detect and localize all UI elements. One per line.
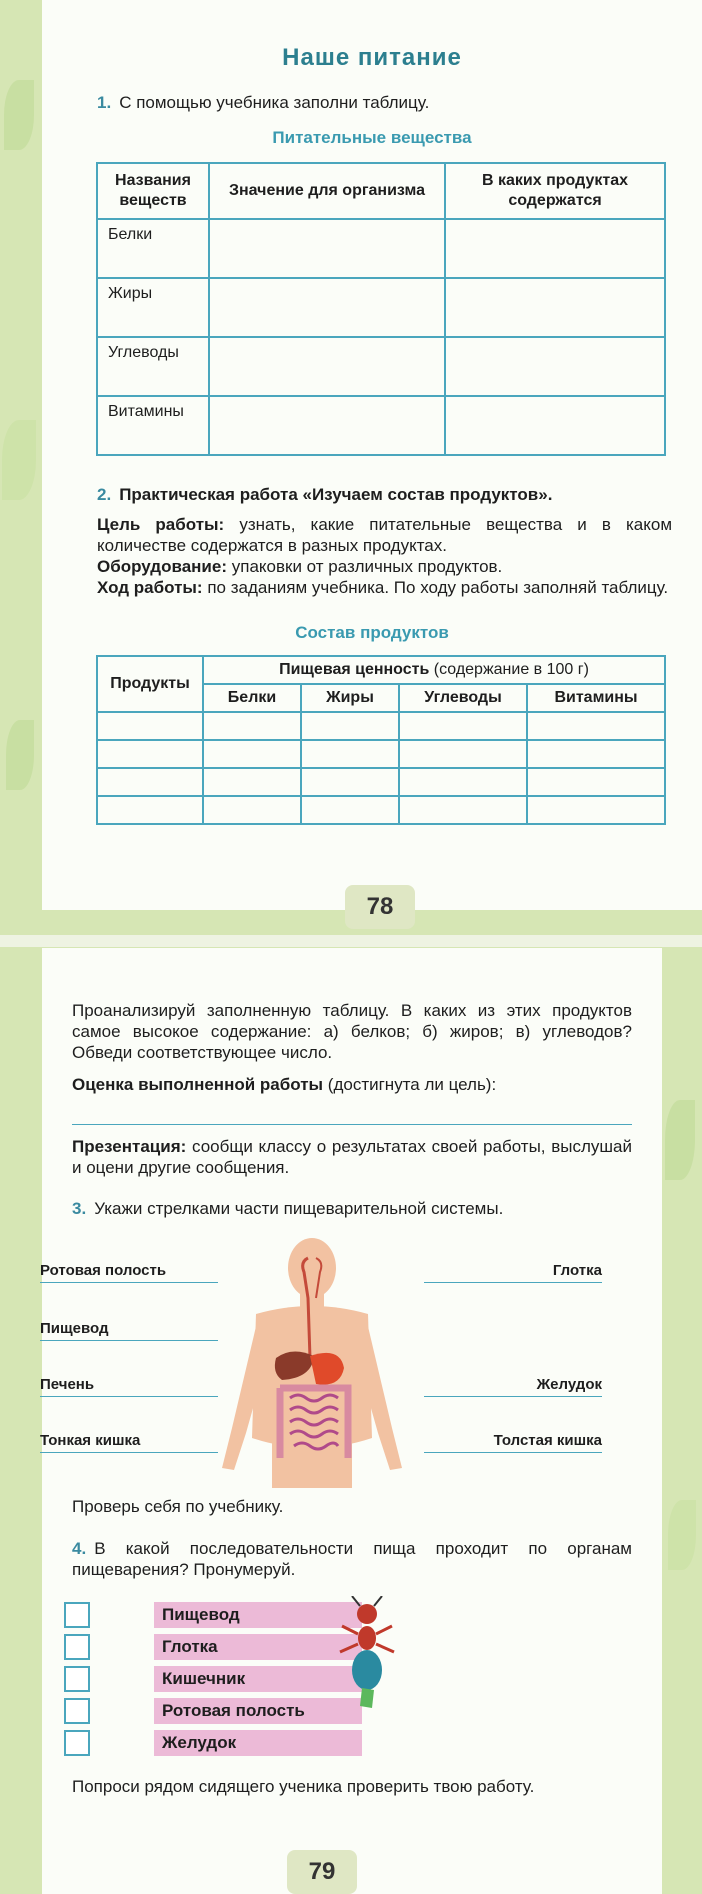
answer-cell[interactable] <box>203 712 301 740</box>
analyze-instruction: Проанализируй заполненную таблицу. В каких из этих продуктов самое высокое содержание: а) белков; б) жиров; в) углеводов? Обведи соответствующее число. <box>72 1001 632 1062</box>
table-row <box>97 396 665 455</box>
task-2-title <box>97 484 552 505</box>
answer-cell[interactable] <box>97 796 203 824</box>
answer-cell[interactable] <box>209 219 445 278</box>
evaluation-text: (достигнута ли цель): <box>327 1075 497 1094</box>
table-row <box>97 712 665 740</box>
task-text: В какой последовательности пища проходит по органам пищеварения? Пронумеруй. <box>72 1539 632 1579</box>
answer-cell[interactable] <box>209 278 445 337</box>
answer-cell[interactable] <box>527 712 665 740</box>
answer-cell[interactable] <box>301 712 399 740</box>
label-stomach: Желудок <box>536 1376 602 1393</box>
answer-cell[interactable] <box>97 712 203 740</box>
process-text: по заданиям учебника. По ходу работы заполняй таблицу. <box>207 578 669 597</box>
task-number: 3. <box>72 1199 87 1218</box>
table-row <box>97 740 665 768</box>
task-number: 1. <box>97 93 112 112</box>
label-small-intestine: Тонкая кишка <box>40 1432 141 1449</box>
row-label: Жиры <box>97 278 209 337</box>
header-nutritional-value-bold: Пищевая ценность <box>279 661 430 678</box>
presentation-instruction <box>72 1136 632 1178</box>
leaf-decoration <box>665 1100 695 1180</box>
answer-cell[interactable] <box>97 740 203 768</box>
product-composition-table <box>96 655 666 825</box>
task-3-instruction <box>72 1198 503 1219</box>
order-item-mouth: Ротовая полость <box>154 1698 362 1724</box>
answer-cell[interactable] <box>445 396 665 455</box>
label-line <box>424 1452 602 1453</box>
table-title-composition: Состав продуктов <box>295 623 449 642</box>
presentation-label: Презентация: <box>72 1137 187 1156</box>
evaluation-label: Оценка выполненной работы <box>72 1075 324 1094</box>
table-row <box>97 796 665 824</box>
task-number: 4. <box>72 1539 87 1558</box>
label-line <box>424 1282 602 1283</box>
answer-cell[interactable] <box>209 396 445 455</box>
digestive-system-figure <box>212 1228 412 1488</box>
label-line <box>40 1396 218 1397</box>
label-pharynx: Глотка <box>552 1262 602 1279</box>
header-proteins: Белки <box>203 684 301 712</box>
answer-cell[interactable] <box>527 768 665 796</box>
nutrients-table <box>96 162 666 456</box>
order-checkbox[interactable] <box>64 1666 90 1692</box>
task-1-instruction <box>97 92 429 113</box>
answer-cell[interactable] <box>399 712 527 740</box>
page-number: 79 <box>287 1850 357 1894</box>
answer-cell[interactable] <box>301 768 399 796</box>
header-vitamins: Витамины <box>527 684 665 712</box>
evaluation-line <box>72 1074 496 1095</box>
process-label: Ход работы: <box>97 578 203 597</box>
equipment-text: упаковки от различных продуктов. <box>231 557 503 576</box>
answer-line[interactable] <box>72 1124 632 1125</box>
header-substance-names: Названия веществ <box>97 163 209 219</box>
answer-cell[interactable] <box>203 740 301 768</box>
task-4-instruction <box>72 1538 632 1580</box>
answer-cell[interactable] <box>527 796 665 824</box>
answer-cell[interactable] <box>399 768 527 796</box>
ant-mascot-icon <box>332 1596 402 1716</box>
answer-cell[interactable] <box>209 337 445 396</box>
answer-cell[interactable] <box>527 740 665 768</box>
task-2-description <box>97 514 672 598</box>
label-line <box>40 1452 218 1453</box>
header-importance: Значение для организма <box>209 163 445 219</box>
label-esophagus: Пищевод <box>40 1320 109 1337</box>
answer-cell[interactable] <box>399 740 527 768</box>
page-separator <box>0 935 702 947</box>
leaf-decoration <box>668 1500 696 1570</box>
page-number: 78 <box>345 885 415 929</box>
answer-cell[interactable] <box>445 337 665 396</box>
table-title-nutrients: Питательные вещества <box>272 128 472 147</box>
row-label: Углеводы <box>97 337 209 396</box>
header-products: Продукты <box>97 656 203 712</box>
leaf-decoration <box>2 420 36 500</box>
leaf-decoration <box>4 80 34 150</box>
label-line <box>40 1282 218 1283</box>
answer-cell[interactable] <box>301 740 399 768</box>
label-large-intestine: Толстая кишка <box>493 1432 602 1449</box>
table-row <box>97 337 665 396</box>
final-instruction: Попроси рядом сидящего ученика проверить твою работу. <box>72 1777 535 1796</box>
table-row <box>97 278 665 337</box>
task-text: Укажи стрелками части пищеварительной системы. <box>94 1199 504 1218</box>
task-text: С помощью учебника заполни таблицу. <box>119 93 430 112</box>
table-row <box>97 768 665 796</box>
row-label: Белки <box>97 219 209 278</box>
table-row <box>97 219 665 278</box>
check-instruction: Проверь себя по учебнику. <box>72 1497 284 1516</box>
task-text: Практическая работа «Изучаем состав продуктов». <box>119 485 553 504</box>
header-products: В каких продуктах содержатся <box>445 163 665 219</box>
workbook-page-78 <box>42 0 702 920</box>
presentation-text: сообщи классу о результатах своей работы, выслушай и оцени другие сообщения. <box>72 1137 632 1177</box>
answer-cell[interactable] <box>203 796 301 824</box>
answer-cell[interactable] <box>301 796 399 824</box>
label-line <box>424 1396 602 1397</box>
row-label: Витамины <box>97 396 209 455</box>
answer-cell[interactable] <box>445 219 665 278</box>
answer-cell[interactable] <box>399 796 527 824</box>
goal-text: узнать, какие питательные вещества и в каком количестве содержатся в разных продуктах. <box>97 515 673 555</box>
order-checkbox[interactable] <box>64 1730 90 1756</box>
order-item-stomach: Желудок <box>154 1730 362 1756</box>
order-checkbox[interactable] <box>64 1698 90 1724</box>
header-nutritional-value-note: (содержание в 100 г) <box>433 661 589 678</box>
page-title: Наше питание <box>282 44 462 71</box>
order-item-intestine: Кишечник <box>154 1666 362 1692</box>
header-fats: Жиры <box>301 684 399 712</box>
label-mouth: Ротовая полость <box>40 1262 167 1279</box>
label-liver: Печень <box>40 1376 95 1393</box>
leaf-decoration <box>6 720 34 790</box>
task-number: 2. <box>97 485 112 504</box>
workbook-page-79 <box>42 948 662 1894</box>
order-item-pharynx: Глотка <box>154 1634 362 1660</box>
order-item-esophagus: Пищевод <box>154 1602 362 1628</box>
answer-cell[interactable] <box>203 768 301 796</box>
order-checkbox[interactable] <box>64 1634 90 1660</box>
header-nutritional-value <box>203 656 665 684</box>
header-carbs: Углеводы <box>399 684 527 712</box>
answer-cell[interactable] <box>445 278 665 337</box>
order-checkbox[interactable] <box>64 1602 90 1628</box>
label-line <box>40 1340 218 1341</box>
goal-label: Цель работы: <box>97 515 225 534</box>
answer-cell[interactable] <box>97 768 203 796</box>
equipment-label: Оборудование: <box>97 557 227 576</box>
